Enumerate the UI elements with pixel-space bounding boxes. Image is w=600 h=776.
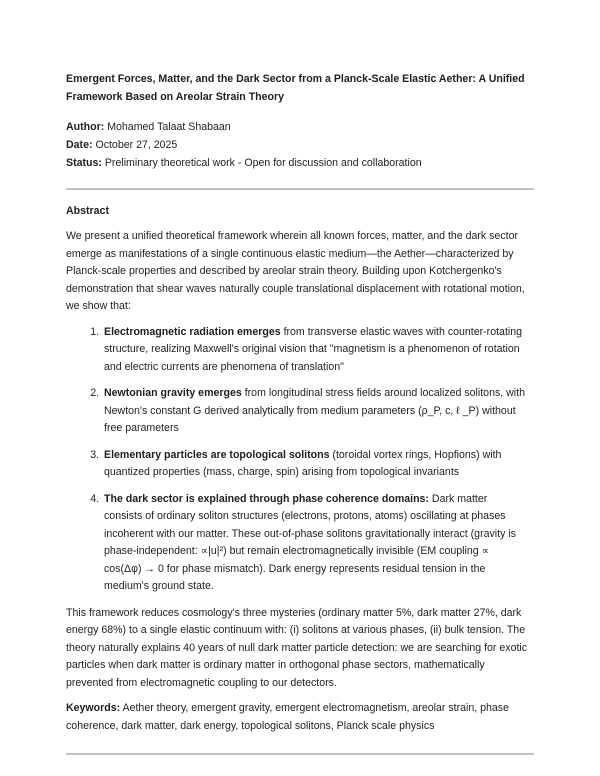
keywords-label: Keywords: <box>66 702 121 714</box>
status-value: Preliminary theoretical work - Open for discussion and collaboration <box>104 157 422 169</box>
point-heading: The dark sector is explained through phase coherence domains: <box>104 492 429 505</box>
date-label: Date: <box>66 139 93 151</box>
keywords-text: Aether theory, emergent gravity, emergent electromagnetism, areolar strain, phase coherence, dark matter, dark energy, topological solitons, Planck scale physics <box>66 702 509 732</box>
author-label: Author: <box>66 121 105 133</box>
point-text: from transverse elastic waves with counter-rotating structure, realizing Maxwell's original vision that "magnetism is a phenomenon of rotation and electric currents are phenomena of translation" <box>104 325 523 373</box>
point-text: Dark matter consists of ordinary soliton structures (electrons, protons, atoms) oscillating at phases incoherent with our matter. These out-of-phase solitons gravitationally interact (gravity is phase-independent: ∝|u|²) but remain electromagnetically invisible (EM coupling ∝ cos(Δφ) → 0 for phase mismatch). Dark energy represents residual tension in the medium's ground state. <box>104 492 516 592</box>
list-item <box>102 491 528 596</box>
date-row <box>66 136 528 154</box>
paper-title: Emergent Forces, Matter, and the Dark Sector from a Planck-Scale Elastic Aether: A Unified Framework Based on Areolar Strain Theory <box>66 73 525 103</box>
list-item <box>102 447 528 482</box>
point-heading: Newtonian gravity emerges <box>104 387 242 399</box>
abstract-point-list <box>66 324 528 596</box>
paper-metadata <box>66 118 528 172</box>
top-divider <box>66 188 534 190</box>
status-label: Status: <box>66 157 102 169</box>
keywords <box>66 700 528 735</box>
author-name: Mohamed Talaat Shabaan <box>107 121 231 133</box>
point-text: from longitudinal stress fields around localized solitons, with Newton's constant G derived analytically from medium parameters (ρ_P, c, ℓ _P) without free parameters <box>104 387 525 434</box>
abstract-intro: We present a unified theoretical framework wherein all known forces, matter, and the dark sector emerge as manifestations of a single continuous elastic medium—the Aether—characterized by Planck-scale properties and described by areolar strain theory. Building upon Kotchergenko's demonstration that shear waves naturally couple translational displacement with rotational motion, we show that: <box>66 230 525 312</box>
abstract-summary: This framework reduces cosmology's three mysteries (ordinary matter 5%, dark matter 27%, dark energy 68%) to a single elastic continuum with: (i) solitons at various phases, (ii) bulk tension. The theory naturally explains 40 years of null dark matter particle detection: we are searching for exotic particles when dark matter is ordinary matter in orthogonal phase sectors, mathematically prevented from electromagnetic coupling to our detectors. <box>66 606 528 689</box>
status-row <box>66 154 528 172</box>
list-item <box>102 385 528 438</box>
point-heading: Electromagnetic radiation emerges <box>104 325 281 338</box>
date-value: October 27, 2025 <box>95 139 178 151</box>
point-heading: Elementary particles are topological solitons <box>104 448 330 461</box>
point-text: (toroidal vortex rings, Hopfions) with quantized properties (mass, charge, spin) arising from topological invariants <box>104 448 502 478</box>
author-row <box>66 118 528 136</box>
list-item <box>102 324 528 377</box>
abstract-heading: Abstract <box>66 205 109 217</box>
bottom-divider <box>66 753 534 755</box>
